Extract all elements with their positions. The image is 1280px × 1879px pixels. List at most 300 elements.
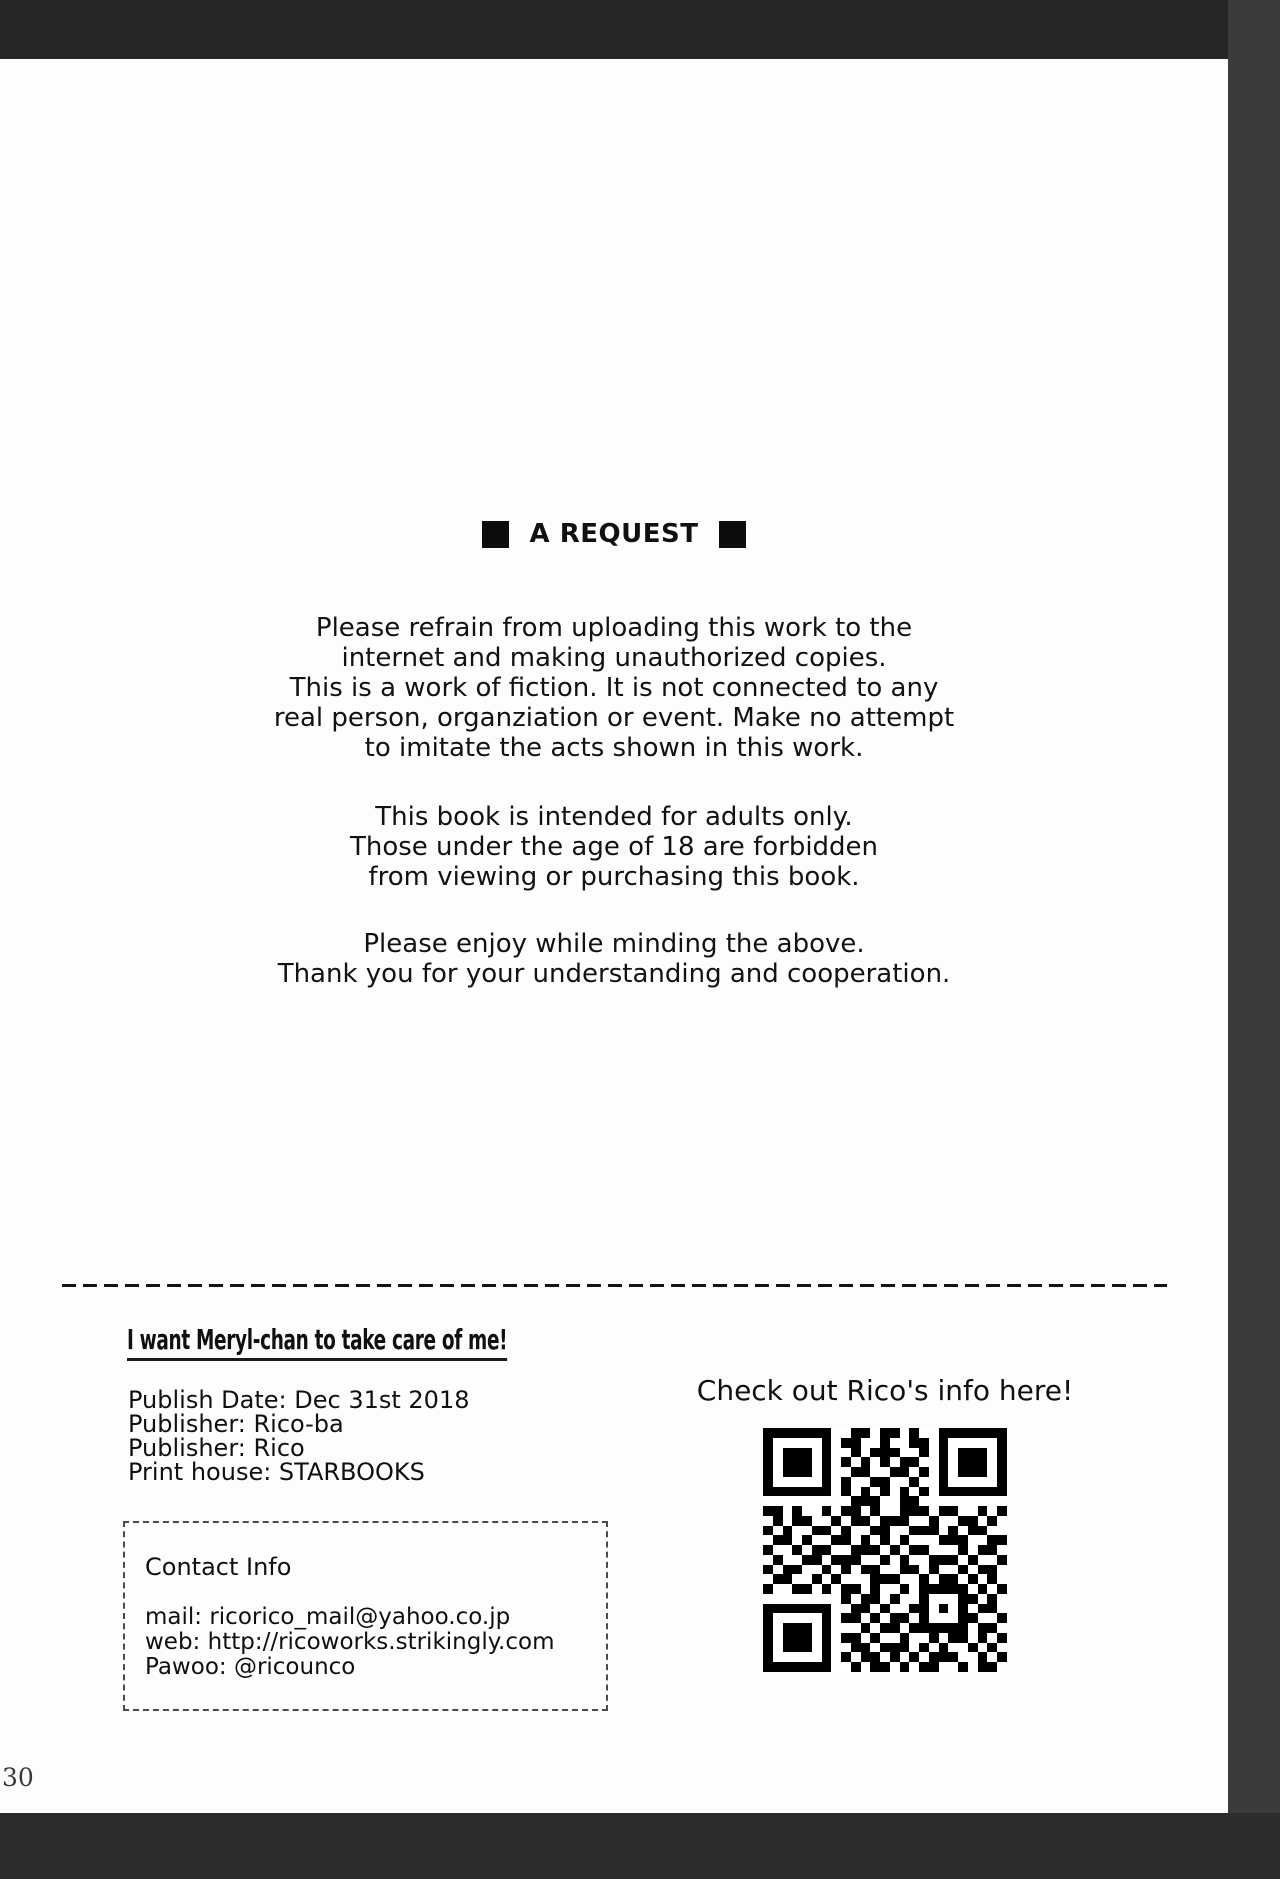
qr-section [640,1374,1130,1672]
qr-module [880,1457,890,1467]
qr-module [997,1633,1007,1643]
qr-module [861,1633,871,1643]
qr-module [968,1662,978,1672]
qr-module [763,1633,773,1643]
qr-module [968,1526,978,1536]
qr-module [822,1623,832,1633]
qr-module [802,1477,812,1487]
qr-module [987,1457,997,1467]
text-line: to imitate the acts shown in this work. [364,733,864,763]
qr-module [978,1438,988,1448]
qr-module [958,1526,968,1536]
qr-module [978,1594,988,1604]
qr-module [841,1555,851,1565]
qr-module [880,1652,890,1662]
qr-module [783,1487,793,1497]
qr-module [831,1652,841,1662]
qr-module [900,1516,910,1526]
qr-module [948,1477,958,1487]
qr-module [861,1477,871,1487]
qr-module [948,1506,958,1516]
qr-module [763,1448,773,1458]
qr-module [890,1477,900,1487]
qr-module [929,1516,939,1526]
qr-module [861,1448,871,1458]
qr-module [783,1662,793,1672]
qr-module [831,1584,841,1594]
qr-module [997,1604,1007,1614]
qr-module [968,1448,978,1458]
disclaimer-paragraph-adults [0,802,1228,892]
qr-module [792,1623,802,1633]
qr-module [997,1487,1007,1497]
qr-module [812,1584,822,1594]
qr-module [870,1594,880,1604]
qr-module [851,1467,861,1477]
qr-module [773,1477,783,1487]
qr-module [831,1526,841,1536]
qr-module [792,1496,802,1506]
qr-module [880,1467,890,1477]
qr-module [841,1565,851,1575]
qr-module [841,1662,851,1672]
qr-module [763,1584,773,1594]
qr-module [890,1545,900,1555]
qr-module [890,1535,900,1545]
qr-module [802,1448,812,1458]
qr-module [783,1594,793,1604]
contact-info-heading: Contact Info [145,1553,292,1581]
qr-module [792,1545,802,1555]
qr-module [948,1662,958,1672]
qr-module [939,1516,949,1526]
qr-module [841,1448,851,1458]
qr-module [939,1506,949,1516]
qr-module [870,1643,880,1653]
qr-module [987,1584,997,1594]
request-heading-label: A REQUEST [529,519,699,549]
qr-module [831,1623,841,1633]
qr-module [812,1516,822,1526]
qr-module [987,1477,997,1487]
qr-module [822,1613,832,1623]
qr-module [958,1565,968,1575]
qr-module [851,1496,861,1506]
qr-module [909,1565,919,1575]
qr-module [802,1428,812,1438]
qr-module [802,1594,812,1604]
qr-module [792,1584,802,1594]
qr-module [909,1545,919,1555]
qr-module [997,1428,1007,1438]
qr-module [851,1428,861,1438]
qr-module [783,1477,793,1487]
qr-module [773,1496,783,1506]
qr-module [919,1594,929,1604]
qr-module [792,1613,802,1623]
qr-module [978,1487,988,1497]
contact-pawoo-line: Pawoo: @ricounco [145,1654,356,1680]
qr-module [880,1448,890,1458]
qr-module [831,1506,841,1516]
qr-module [958,1457,968,1467]
qr-module [792,1477,802,1487]
qr-module [831,1448,841,1458]
text-line: from viewing or purchasing this book. [368,862,860,892]
qr-module [890,1496,900,1506]
qr-module [939,1477,949,1487]
qr-module [900,1584,910,1594]
disclaimer-paragraph-upload [0,613,1228,763]
qr-module [783,1496,793,1506]
qr-module [861,1467,871,1477]
qr-module [948,1487,958,1497]
qr-module [909,1496,919,1506]
request-heading [0,520,1228,548]
qr-module [812,1545,822,1555]
qr-module [822,1477,832,1487]
qr-module [812,1457,822,1467]
contact-mail-line: mail: ricorico_mail@yahoo.co.jp [145,1604,511,1630]
qr-module [870,1565,880,1575]
qr-module [968,1545,978,1555]
qr-module [948,1448,958,1458]
qr-module [958,1555,968,1565]
qr-module [997,1516,1007,1526]
qr-module [909,1643,919,1653]
qr-module [841,1545,851,1555]
qr-module [763,1535,773,1545]
qr-module [812,1448,822,1458]
qr-module [773,1574,783,1584]
qr-module [812,1633,822,1643]
qr-module [812,1604,822,1614]
qr-module [841,1438,851,1448]
qr-module [851,1574,861,1584]
qr-module [909,1623,919,1633]
qr-module [919,1555,929,1565]
qr-module [831,1613,841,1623]
qr-module [948,1428,958,1438]
qr-module [939,1526,949,1536]
qr-module [792,1574,802,1584]
qr-module [919,1652,929,1662]
qr-module [783,1545,793,1555]
qr-module [987,1487,997,1497]
qr-module [958,1535,968,1545]
qr-module [851,1584,861,1594]
qr-module [870,1555,880,1565]
qr-module [773,1584,783,1594]
qr-module [812,1623,822,1633]
qr-module [831,1574,841,1584]
qr-module [900,1487,910,1497]
qr-module [987,1633,997,1643]
qr-module [880,1604,890,1614]
qr-module [939,1487,949,1497]
qr-module [870,1662,880,1672]
qr-module [870,1652,880,1662]
qr-module [861,1604,871,1614]
qr-module [851,1545,861,1555]
qr-module [890,1623,900,1633]
qr-module [861,1555,871,1565]
black-square-icon [482,521,509,548]
qr-module [802,1613,812,1623]
qr-module [802,1535,812,1545]
qr-module [929,1467,939,1477]
qr-module [763,1428,773,1438]
qr-module [802,1565,812,1575]
qr-module [773,1448,783,1458]
qr-module [802,1438,812,1448]
qr-module [831,1643,841,1653]
qr-module [929,1438,939,1448]
qr-module [870,1604,880,1614]
qr-module [929,1613,939,1623]
qr-module [909,1574,919,1584]
qr-module [909,1555,919,1565]
qr-module [909,1428,919,1438]
qr-module [939,1633,949,1643]
qr-module [831,1633,841,1643]
qr-module [919,1623,929,1633]
text-line: real person, organziation or event. Make no attempt [273,703,955,733]
qr-module [900,1623,910,1633]
qr-module [861,1643,871,1653]
qr-module [773,1604,783,1614]
qr-module [763,1652,773,1662]
qr-module [997,1496,1007,1506]
qr-module [822,1594,832,1604]
qr-module [987,1643,997,1653]
qr-module [831,1516,841,1526]
qr-module [929,1594,939,1604]
right-border [1228,0,1280,1879]
qr-module [822,1633,832,1643]
qr-module [958,1487,968,1497]
qr-module [802,1584,812,1594]
qr-module [997,1535,1007,1545]
qr-module [900,1545,910,1555]
qr-module [851,1604,861,1614]
qr-module [870,1516,880,1526]
qr-module [831,1545,841,1555]
qr-module [909,1633,919,1643]
qr-module [792,1526,802,1536]
qr-module [763,1477,773,1487]
qr-module [929,1633,939,1643]
publisher-line: Publisher: Rico [128,1434,305,1462]
qr-module [987,1623,997,1633]
text-line: Please refrain from uploading this work to the [315,613,913,643]
qr-module [929,1496,939,1506]
qr-module [900,1477,910,1487]
qr-module [861,1487,871,1497]
qr-module [978,1623,988,1633]
qr-module [997,1526,1007,1536]
qr-module [909,1594,919,1604]
qr-module [919,1613,929,1623]
qr-module [841,1604,851,1614]
qr-module [900,1633,910,1643]
qr-module [870,1584,880,1594]
qr-module [783,1535,793,1545]
qr-module [851,1555,861,1565]
qr-module [851,1662,861,1672]
qr-module [997,1506,1007,1516]
qr-module [909,1506,919,1516]
qr-module [822,1526,832,1536]
qr-module [900,1594,910,1604]
qr-module [958,1633,968,1643]
qr-module [919,1545,929,1555]
qr-module [997,1574,1007,1584]
qr-module [812,1594,822,1604]
qr-module [773,1594,783,1604]
qr-module [958,1613,968,1623]
qr-module [783,1506,793,1516]
qr-module [909,1457,919,1467]
publish-date-line: Publish Date: Dec 31st 2018 [128,1386,470,1414]
qr-module [997,1477,1007,1487]
qr-module [841,1574,851,1584]
qr-module [909,1467,919,1477]
qr-module [861,1457,871,1467]
qr-module [831,1477,841,1487]
qr-module [929,1428,939,1438]
qr-module [909,1438,919,1448]
qr-module [890,1428,900,1438]
qr-module [831,1594,841,1604]
qr-module [909,1487,919,1497]
qr-module [763,1438,773,1448]
qr-module [939,1652,949,1662]
qr-module [997,1652,1007,1662]
qr-module [968,1516,978,1526]
qr-module [900,1613,910,1623]
qr-module [763,1516,773,1526]
text-line: Thank you for your understanding and cooperation. [277,959,951,989]
qr-module [909,1604,919,1614]
qr-module [939,1594,949,1604]
qr-module [802,1633,812,1643]
qr-module [773,1516,783,1526]
qr-module [802,1526,812,1536]
qr-module [870,1633,880,1643]
qr-module [880,1613,890,1623]
qr-module [870,1545,880,1555]
qr-module [948,1594,958,1604]
qr-module [987,1555,997,1565]
qr-module [792,1643,802,1653]
qr-module [929,1545,939,1555]
qr-module [812,1477,822,1487]
qr-module [919,1467,929,1477]
qr-module [861,1613,871,1623]
qr-module [939,1643,949,1653]
qr-module [861,1535,871,1545]
qr-module [919,1584,929,1594]
qr-module [909,1584,919,1594]
qr-module [890,1565,900,1575]
qr-module [812,1574,822,1584]
qr-module [919,1477,929,1487]
qr-module [831,1535,841,1545]
qr-module [978,1477,988,1487]
qr-module [978,1604,988,1614]
qr-module [958,1643,968,1653]
qr-module [841,1506,851,1516]
qr-module [929,1662,939,1672]
qr-module [978,1535,988,1545]
qr-module [987,1467,997,1477]
qr-module [968,1487,978,1497]
qr-module [763,1545,773,1555]
text-line: Please enjoy while minding the above. [363,929,865,959]
qr-module [861,1652,871,1662]
qr-module [900,1428,910,1438]
qr-module [763,1662,773,1672]
qr-module [987,1428,997,1438]
qr-module [929,1477,939,1487]
qr-module [929,1487,939,1497]
qr-module [861,1438,871,1448]
qr-module [783,1574,793,1584]
qr-module [948,1467,958,1477]
qr-module [919,1565,929,1575]
qr-module [919,1535,929,1545]
qr-module [870,1477,880,1487]
qr-caption: Check out Rico's info here! [696,1374,1074,1407]
qr-module [919,1662,929,1672]
qr-module [880,1428,890,1438]
qr-module [773,1438,783,1448]
qr-module [948,1574,958,1584]
qr-module [987,1662,997,1672]
qr-module [978,1555,988,1565]
qr-module [919,1516,929,1526]
qr-module [890,1467,900,1477]
qr-module [792,1662,802,1672]
qr-module [997,1545,1007,1555]
qr-module [890,1448,900,1458]
qr-module [890,1526,900,1536]
qr-module [958,1584,968,1594]
qr-module [948,1535,958,1545]
qr-module [900,1506,910,1516]
qr-module [929,1457,939,1467]
qr-module [880,1584,890,1594]
qr-module [831,1565,841,1575]
qr-module [802,1545,812,1555]
qr-module [792,1516,802,1526]
qr-module [948,1438,958,1448]
qr-module [841,1526,851,1536]
qr-module [939,1545,949,1555]
qr-module [763,1555,773,1565]
qr-module [890,1613,900,1623]
qr-module [919,1643,929,1653]
qr-module [929,1526,939,1536]
qr-module [812,1565,822,1575]
qr-module [861,1545,871,1555]
qr-module [802,1652,812,1662]
qr-module [948,1555,958,1565]
qr-module [958,1545,968,1555]
qr-module [987,1535,997,1545]
qr-module [939,1448,949,1458]
